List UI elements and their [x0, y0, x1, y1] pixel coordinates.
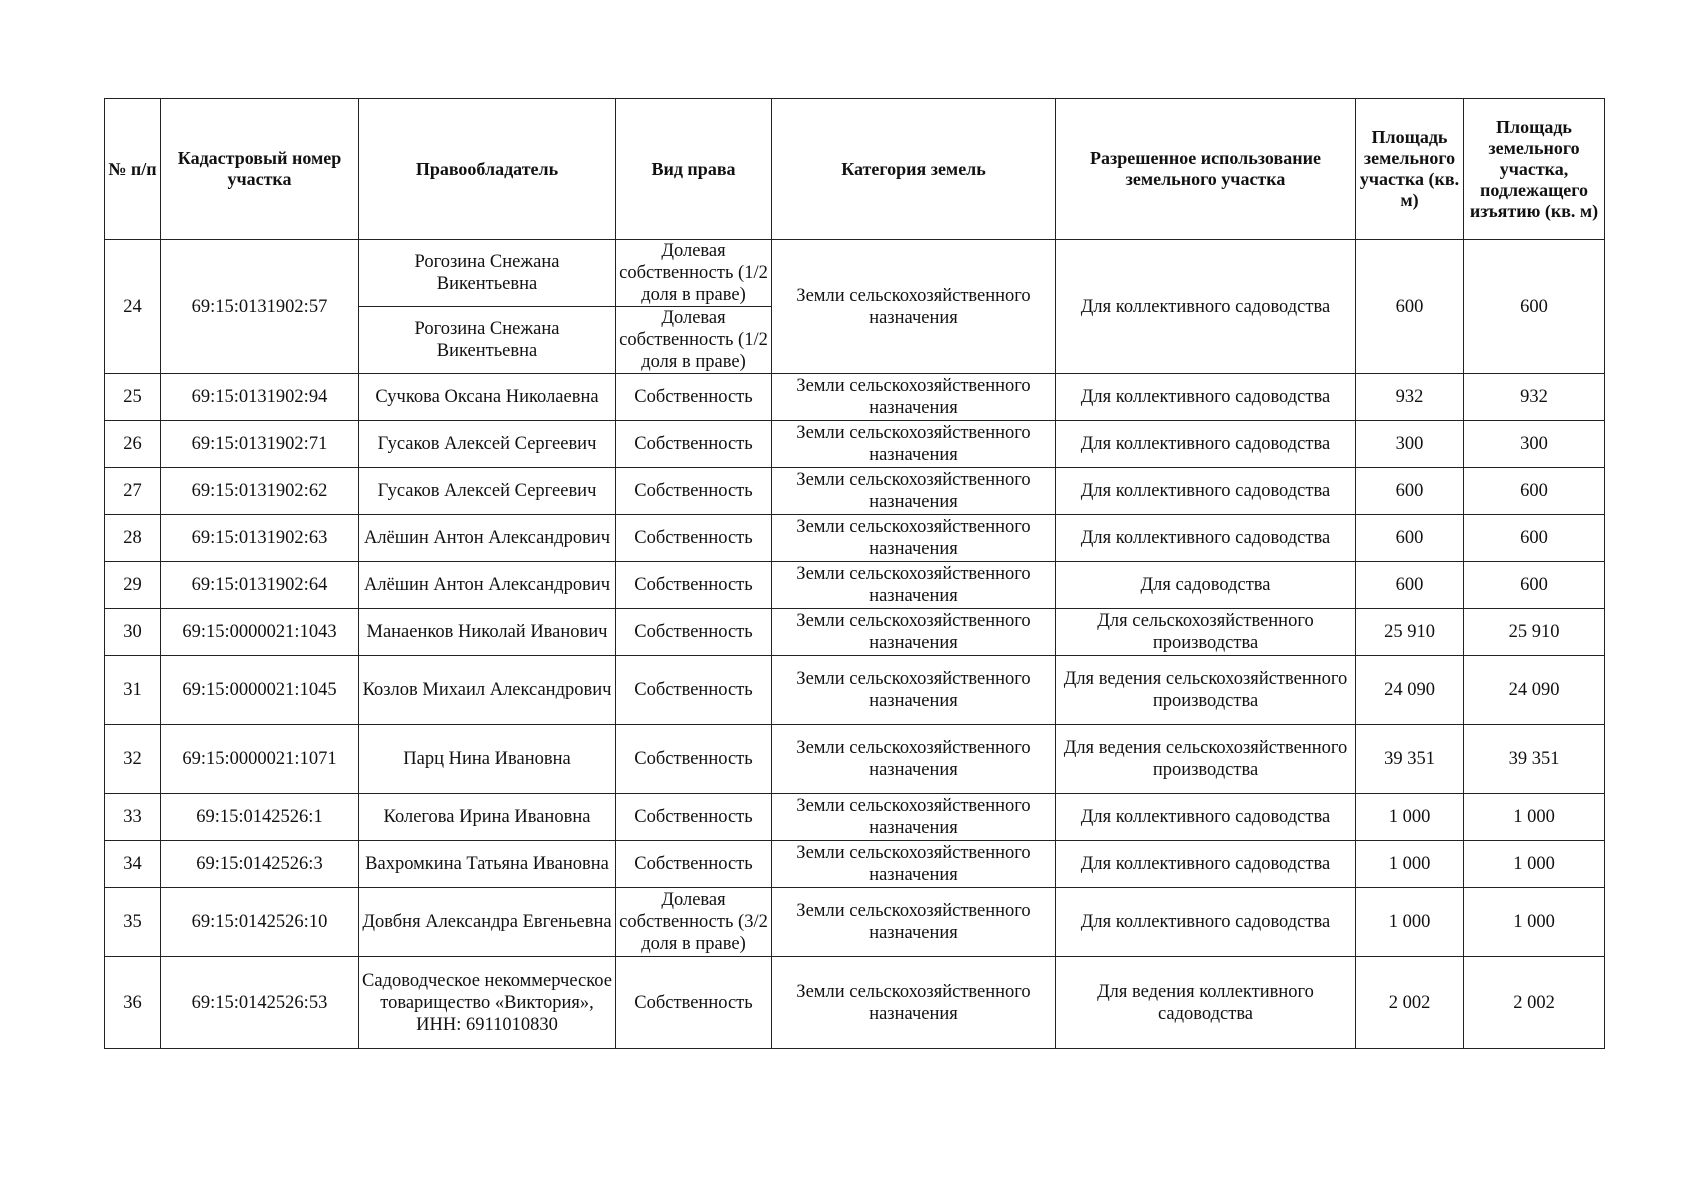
row-number: 33	[105, 794, 161, 841]
row-number: 31	[105, 656, 161, 725]
plot-area: 600	[1356, 562, 1464, 609]
permitted-use: Для садоводства	[1056, 562, 1356, 609]
right-type: Долевая собственность (1/2 доля в праве)	[616, 307, 772, 374]
plot-area: 1 000	[1356, 841, 1464, 888]
table-row	[105, 725, 1605, 794]
right-type: Собственность	[616, 957, 772, 1049]
header-owner: Правообладатель	[359, 99, 616, 240]
plot-area: 600	[1356, 240, 1464, 374]
owner-name: Колегова Ирина Ивановна	[359, 794, 616, 841]
owner-name: Довбня Александра Евгеньевна	[359, 888, 616, 957]
cadastral-number: 69:15:0131902:62	[161, 468, 359, 515]
right-type: Собственность	[616, 841, 772, 888]
table-row	[105, 841, 1605, 888]
cadastral-number: 69:15:0142526:53	[161, 957, 359, 1049]
table-row	[105, 374, 1605, 421]
land-category: Земли сельскохозяйственного назначения	[772, 794, 1056, 841]
plot-area: 24 090	[1356, 656, 1464, 725]
header-row	[105, 99, 1605, 240]
right-type: Собственность	[616, 609, 772, 656]
row-number: 25	[105, 374, 161, 421]
header-plot-area: Площадь земельного участка (кв. м)	[1356, 99, 1464, 240]
land-category: Земли сельскохозяйственного назначения	[772, 421, 1056, 468]
header-cadastral-number: Кадастровый номер участка	[161, 99, 359, 240]
land-category: Земли сельскохозяйственного назначения	[772, 841, 1056, 888]
right-type: Собственность	[616, 562, 772, 609]
cadastral-number: 69:15:0142526:10	[161, 888, 359, 957]
seized-area: 24 090	[1464, 656, 1605, 725]
row-number: 27	[105, 468, 161, 515]
seized-area: 25 910	[1464, 609, 1605, 656]
plot-area: 2 002	[1356, 957, 1464, 1049]
owner-name: Алёшин Антон Александрович	[359, 562, 616, 609]
table-row	[105, 656, 1605, 725]
owner-name: Манаенков Николай Иванович	[359, 609, 616, 656]
row-number: 28	[105, 515, 161, 562]
owner-name: Вахромкина Татьяна Ивановна	[359, 841, 616, 888]
land-category: Земли сельскохозяйственного назначения	[772, 468, 1056, 515]
plot-area: 1 000	[1356, 794, 1464, 841]
owner-name: Гусаков Алексей Сергеевич	[359, 468, 616, 515]
header-permitted-use: Разрешенное использование земельного участка	[1056, 99, 1356, 240]
owner-name: Козлов Михаил Александрович	[359, 656, 616, 725]
plot-area: 25 910	[1356, 609, 1464, 656]
table-row	[105, 562, 1605, 609]
right-type: Собственность	[616, 374, 772, 421]
land-category: Земли сельскохозяйственного назначения	[772, 240, 1056, 374]
permitted-use: Для коллективного садоводства	[1056, 515, 1356, 562]
seized-area: 1 000	[1464, 888, 1605, 957]
right-type: Собственность	[616, 421, 772, 468]
right-type: Собственность	[616, 725, 772, 794]
table-row	[105, 515, 1605, 562]
seized-area: 2 002	[1464, 957, 1605, 1049]
cadastral-number: 69:15:0142526:1	[161, 794, 359, 841]
cadastral-number: 69:15:0131902:63	[161, 515, 359, 562]
owner-name: Рогозина Снежана Викентьевна	[359, 240, 616, 307]
land-category: Земли сельскохозяйственного назначения	[772, 374, 1056, 421]
cadastral-number: 69:15:0131902:64	[161, 562, 359, 609]
permitted-use: Для коллективного садоводства	[1056, 841, 1356, 888]
permitted-use: Для коллективного садоводства	[1056, 468, 1356, 515]
land-category: Земли сельскохозяйственного назначения	[772, 609, 1056, 656]
permitted-use: Для ведения сельскохозяйственного производства	[1056, 656, 1356, 725]
row-number: 26	[105, 421, 161, 468]
permitted-use: Для коллективного садоводства	[1056, 794, 1356, 841]
seized-area: 300	[1464, 421, 1605, 468]
cadastral-number: 69:15:0131902:94	[161, 374, 359, 421]
plot-area: 1 000	[1356, 888, 1464, 957]
land-plots-table	[104, 98, 1605, 1049]
land-category: Земли сельскохозяйственного назначения	[772, 656, 1056, 725]
cadastral-number: 69:15:0131902:57	[161, 240, 359, 374]
header-right-type: Вид права	[616, 99, 772, 240]
table-row	[105, 421, 1605, 468]
cadastral-number: 69:15:0131902:71	[161, 421, 359, 468]
cadastral-number: 69:15:0000021:1043	[161, 609, 359, 656]
owner-name: Парц Нина Ивановна	[359, 725, 616, 794]
cadastral-number: 69:15:0000021:1045	[161, 656, 359, 725]
table-header	[105, 99, 1605, 240]
seized-area: 600	[1464, 562, 1605, 609]
row-number: 29	[105, 562, 161, 609]
owner-name: Садоводческое некоммерческое товарищество «Виктория», ИНН: 6911010830	[359, 957, 616, 1049]
land-category: Земли сельскохозяйственного назначения	[772, 957, 1056, 1049]
permitted-use: Для ведения сельскохозяйственного производства	[1056, 725, 1356, 794]
plot-area: 600	[1356, 468, 1464, 515]
right-type: Долевая собственность (3/2 доля в праве)	[616, 888, 772, 957]
right-type: Собственность	[616, 794, 772, 841]
table-row	[105, 609, 1605, 656]
plot-area: 39 351	[1356, 725, 1464, 794]
seized-area: 600	[1464, 515, 1605, 562]
seized-area: 932	[1464, 374, 1605, 421]
header-land-category: Категория земель	[772, 99, 1056, 240]
seized-area: 1 000	[1464, 794, 1605, 841]
header-seized-area: Площадь земельного участка, подлежащего изъятию (кв. м)	[1464, 99, 1605, 240]
table-row	[105, 957, 1605, 1049]
permitted-use: Для коллективного садоводства	[1056, 374, 1356, 421]
land-category: Земли сельскохозяйственного назначения	[772, 515, 1056, 562]
owner-name: Сучкова Оксана Николаевна	[359, 374, 616, 421]
header-number: № п/п	[105, 99, 161, 240]
permitted-use: Для коллективного садоводства	[1056, 240, 1356, 374]
cadastral-number: 69:15:0000021:1071	[161, 725, 359, 794]
permitted-use: Для коллективного садоводства	[1056, 888, 1356, 957]
row-number: 35	[105, 888, 161, 957]
owner-name: Алёшин Антон Александрович	[359, 515, 616, 562]
owner-name: Рогозина Снежана Викентьевна	[359, 307, 616, 374]
seized-area: 1 000	[1464, 841, 1605, 888]
plot-area: 600	[1356, 515, 1464, 562]
cadastral-number: 69:15:0142526:3	[161, 841, 359, 888]
permitted-use: Для ведения коллективного садоводства	[1056, 957, 1356, 1049]
row-number: 32	[105, 725, 161, 794]
row-number: 34	[105, 841, 161, 888]
table-row	[105, 468, 1605, 515]
right-type: Собственность	[616, 515, 772, 562]
row-number: 36	[105, 957, 161, 1049]
row-number: 30	[105, 609, 161, 656]
right-type: Долевая собственность (1/2 доля в праве)	[616, 240, 772, 307]
seized-area: 600	[1464, 468, 1605, 515]
table-row	[105, 888, 1605, 957]
land-category: Земли сельскохозяйственного назначения	[772, 725, 1056, 794]
right-type: Собственность	[616, 656, 772, 725]
row-number: 24	[105, 240, 161, 374]
land-category: Земли сельскохозяйственного назначения	[772, 562, 1056, 609]
owner-name: Гусаков Алексей Сергеевич	[359, 421, 616, 468]
land-category: Земли сельскохозяйственного назначения	[772, 888, 1056, 957]
right-type: Собственность	[616, 468, 772, 515]
plot-area: 932	[1356, 374, 1464, 421]
table-row	[105, 240, 1605, 307]
permitted-use: Для коллективного садоводства	[1056, 421, 1356, 468]
plot-area: 300	[1356, 421, 1464, 468]
seized-area: 600	[1464, 240, 1605, 374]
table-row	[105, 794, 1605, 841]
seized-area: 39 351	[1464, 725, 1605, 794]
permitted-use: Для сельскохозяйственного производства	[1056, 609, 1356, 656]
table-body	[105, 240, 1605, 1049]
